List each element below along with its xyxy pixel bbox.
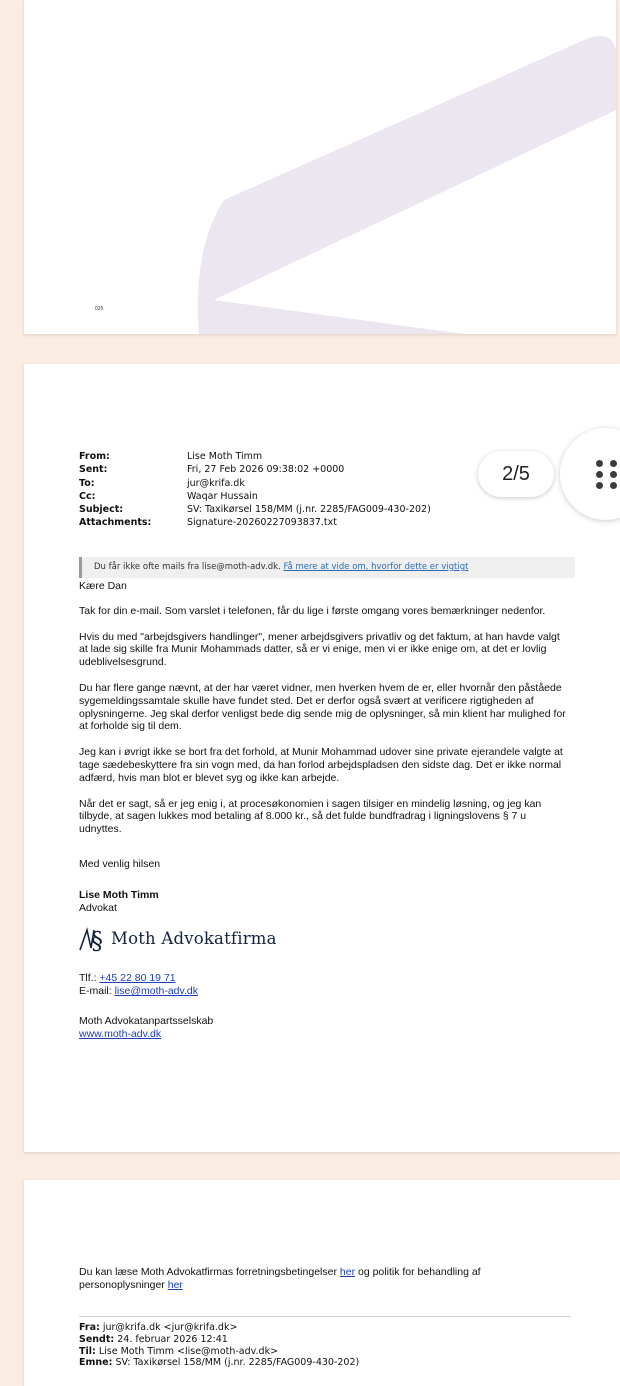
terms-text-1: Du kan læse Moth Advokatfirmas forretningsbetingelser bbox=[79, 1266, 337, 1278]
header-row-subject bbox=[79, 503, 431, 516]
phone-label: Tlf.: bbox=[79, 972, 97, 985]
page-indicator[interactable]: 2/5 bbox=[478, 451, 554, 497]
firm-logo bbox=[79, 924, 571, 954]
header-value: Signature-20260227093837.txt bbox=[187, 517, 337, 529]
header-row-to bbox=[79, 477, 431, 490]
header-label: From: bbox=[79, 451, 110, 462]
prev-header-row: Fra: jur@krifa.dk <jur@krifa.dk> bbox=[79, 1322, 238, 1333]
phone-link[interactable]: +45 22 80 19 71 bbox=[99, 972, 176, 985]
warning-text: Du får ikke ofte mails fra lise@moth-adv.dk. bbox=[94, 562, 281, 572]
sender-warning-banner bbox=[79, 557, 575, 578]
watermark-graphic bbox=[24, 0, 616, 334]
header-label: Cc: bbox=[79, 490, 96, 502]
email-label: E-mail: bbox=[79, 985, 112, 998]
company-name: Moth Advokatanpartsselskab bbox=[79, 1014, 214, 1027]
header-value: Waqar Hussain bbox=[187, 490, 258, 502]
paragraph: Du har flere gange nævnt, at der har været vidner, men hverken hvem de er, eller hvornår den påståede sygemeldingssamtale skulle have fundet sted. Det er derfor også svært at verificere rigtigheden af oplysningerne. Jeg skal derfor venligst bede dig sende mig de oplysninger, så min klient har mulighed for at forholde sig til dem. bbox=[79, 681, 566, 733]
phone-line bbox=[79, 972, 571, 985]
email-header bbox=[79, 450, 431, 530]
terms-link[interactable]: her bbox=[339, 1266, 356, 1278]
closing: Med venlig hilsen bbox=[79, 857, 161, 870]
prev-header-row: Emne: SV: Taxikørsel 158/MM (j.nr. 2285/FAG009-430-202) bbox=[79, 1357, 360, 1369]
document-page-3 bbox=[24, 1180, 620, 1386]
header-row-cc bbox=[79, 490, 431, 503]
header-value: Fri, 27 Feb 2026 09:38:02 +0000 bbox=[187, 464, 345, 476]
terms-text-2: og politik for behandling af personoplysninger bbox=[79, 1266, 481, 1291]
page-number: 025 bbox=[95, 306, 104, 312]
document-page-1 bbox=[24, 0, 616, 334]
header-label: Sent: bbox=[79, 464, 108, 476]
firm-logo-text: Moth Advokatfirma bbox=[111, 928, 277, 948]
email-link[interactable]: lise@moth-adv.dk bbox=[114, 985, 199, 998]
paragraph: Tak for din e-mail. Som varslet i telefonen, får du lige i første omgang vores bemærkninger nedenfor. bbox=[79, 604, 546, 617]
previous-email-header bbox=[79, 1322, 359, 1369]
header-row-sent bbox=[79, 463, 431, 476]
prev-header-row: Sendt: 24. februar 2026 12:41 bbox=[79, 1333, 228, 1345]
email-body bbox=[79, 580, 571, 1041]
paragraph: Hvis du med "arbejdsgivers handlinger", mener arbejdsgivers privatliv og det faktum, at han havde valgt at lade sig skille fra Munir Mohammads datter, så er vi enige, men vi er ikke enige om, at det er lovlig udeblivelsesgrund. bbox=[79, 630, 560, 669]
header-value: SV: Taxikørsel 158/MM (j.nr. 2285/FAG009-430-202) bbox=[187, 504, 431, 516]
firm-logo-icon bbox=[79, 924, 105, 954]
grid-dots-icon bbox=[596, 460, 618, 490]
website-link[interactable]: www.moth-adv.dk bbox=[79, 1027, 162, 1040]
header-label: To: bbox=[79, 477, 95, 489]
learn-more-link[interactable]: Få mere at vide om, hvorfor dette er vigtigt bbox=[283, 562, 469, 572]
divider bbox=[79, 1316, 571, 1317]
header-value: Lise Moth Timm bbox=[187, 451, 263, 462]
paragraph: Jeg kan i øvrigt ikke se bort fra det forhold, at Munir Mohammad udover sine private ejerandele valgte at tage sædebeskyttere fra sin vogn med, da han forlod arbejdspladsen den sidste dag. Det er ikke normal adfærd, hvis man blot er blevet syg og ikke kan arbejde. bbox=[79, 746, 563, 784]
header-row-attachments bbox=[79, 516, 431, 529]
header-label: Attachments: bbox=[79, 517, 152, 529]
header-value: jur@krifa.dk bbox=[187, 477, 245, 489]
svg-text:§: § bbox=[91, 927, 103, 955]
signature-block bbox=[79, 889, 571, 1041]
header-label: Subject: bbox=[79, 504, 124, 516]
email-line bbox=[79, 985, 571, 998]
signature-name: Lise Moth Timm bbox=[79, 888, 159, 901]
paragraph: Når det er sagt, så er jeg enig i, at procesøkonomien i sagen tilsiger en mindelig løsning, og jeg kan tilbyde, at sagen lukkes mod betaling af 8.000 kr., så det fulde bundfradrag i ligningslovens § 7 u udnyttes. bbox=[79, 797, 542, 836]
privacy-link[interactable]: her bbox=[167, 1278, 183, 1291]
header-row-from bbox=[79, 450, 431, 463]
terms-text bbox=[79, 1266, 519, 1292]
signature-title: Advokat bbox=[79, 901, 117, 914]
prev-header-row: Til: Lise Moth Timm <lise@moth-adv.dk> bbox=[79, 1345, 279, 1357]
greeting: Kære Dan bbox=[79, 580, 127, 592]
